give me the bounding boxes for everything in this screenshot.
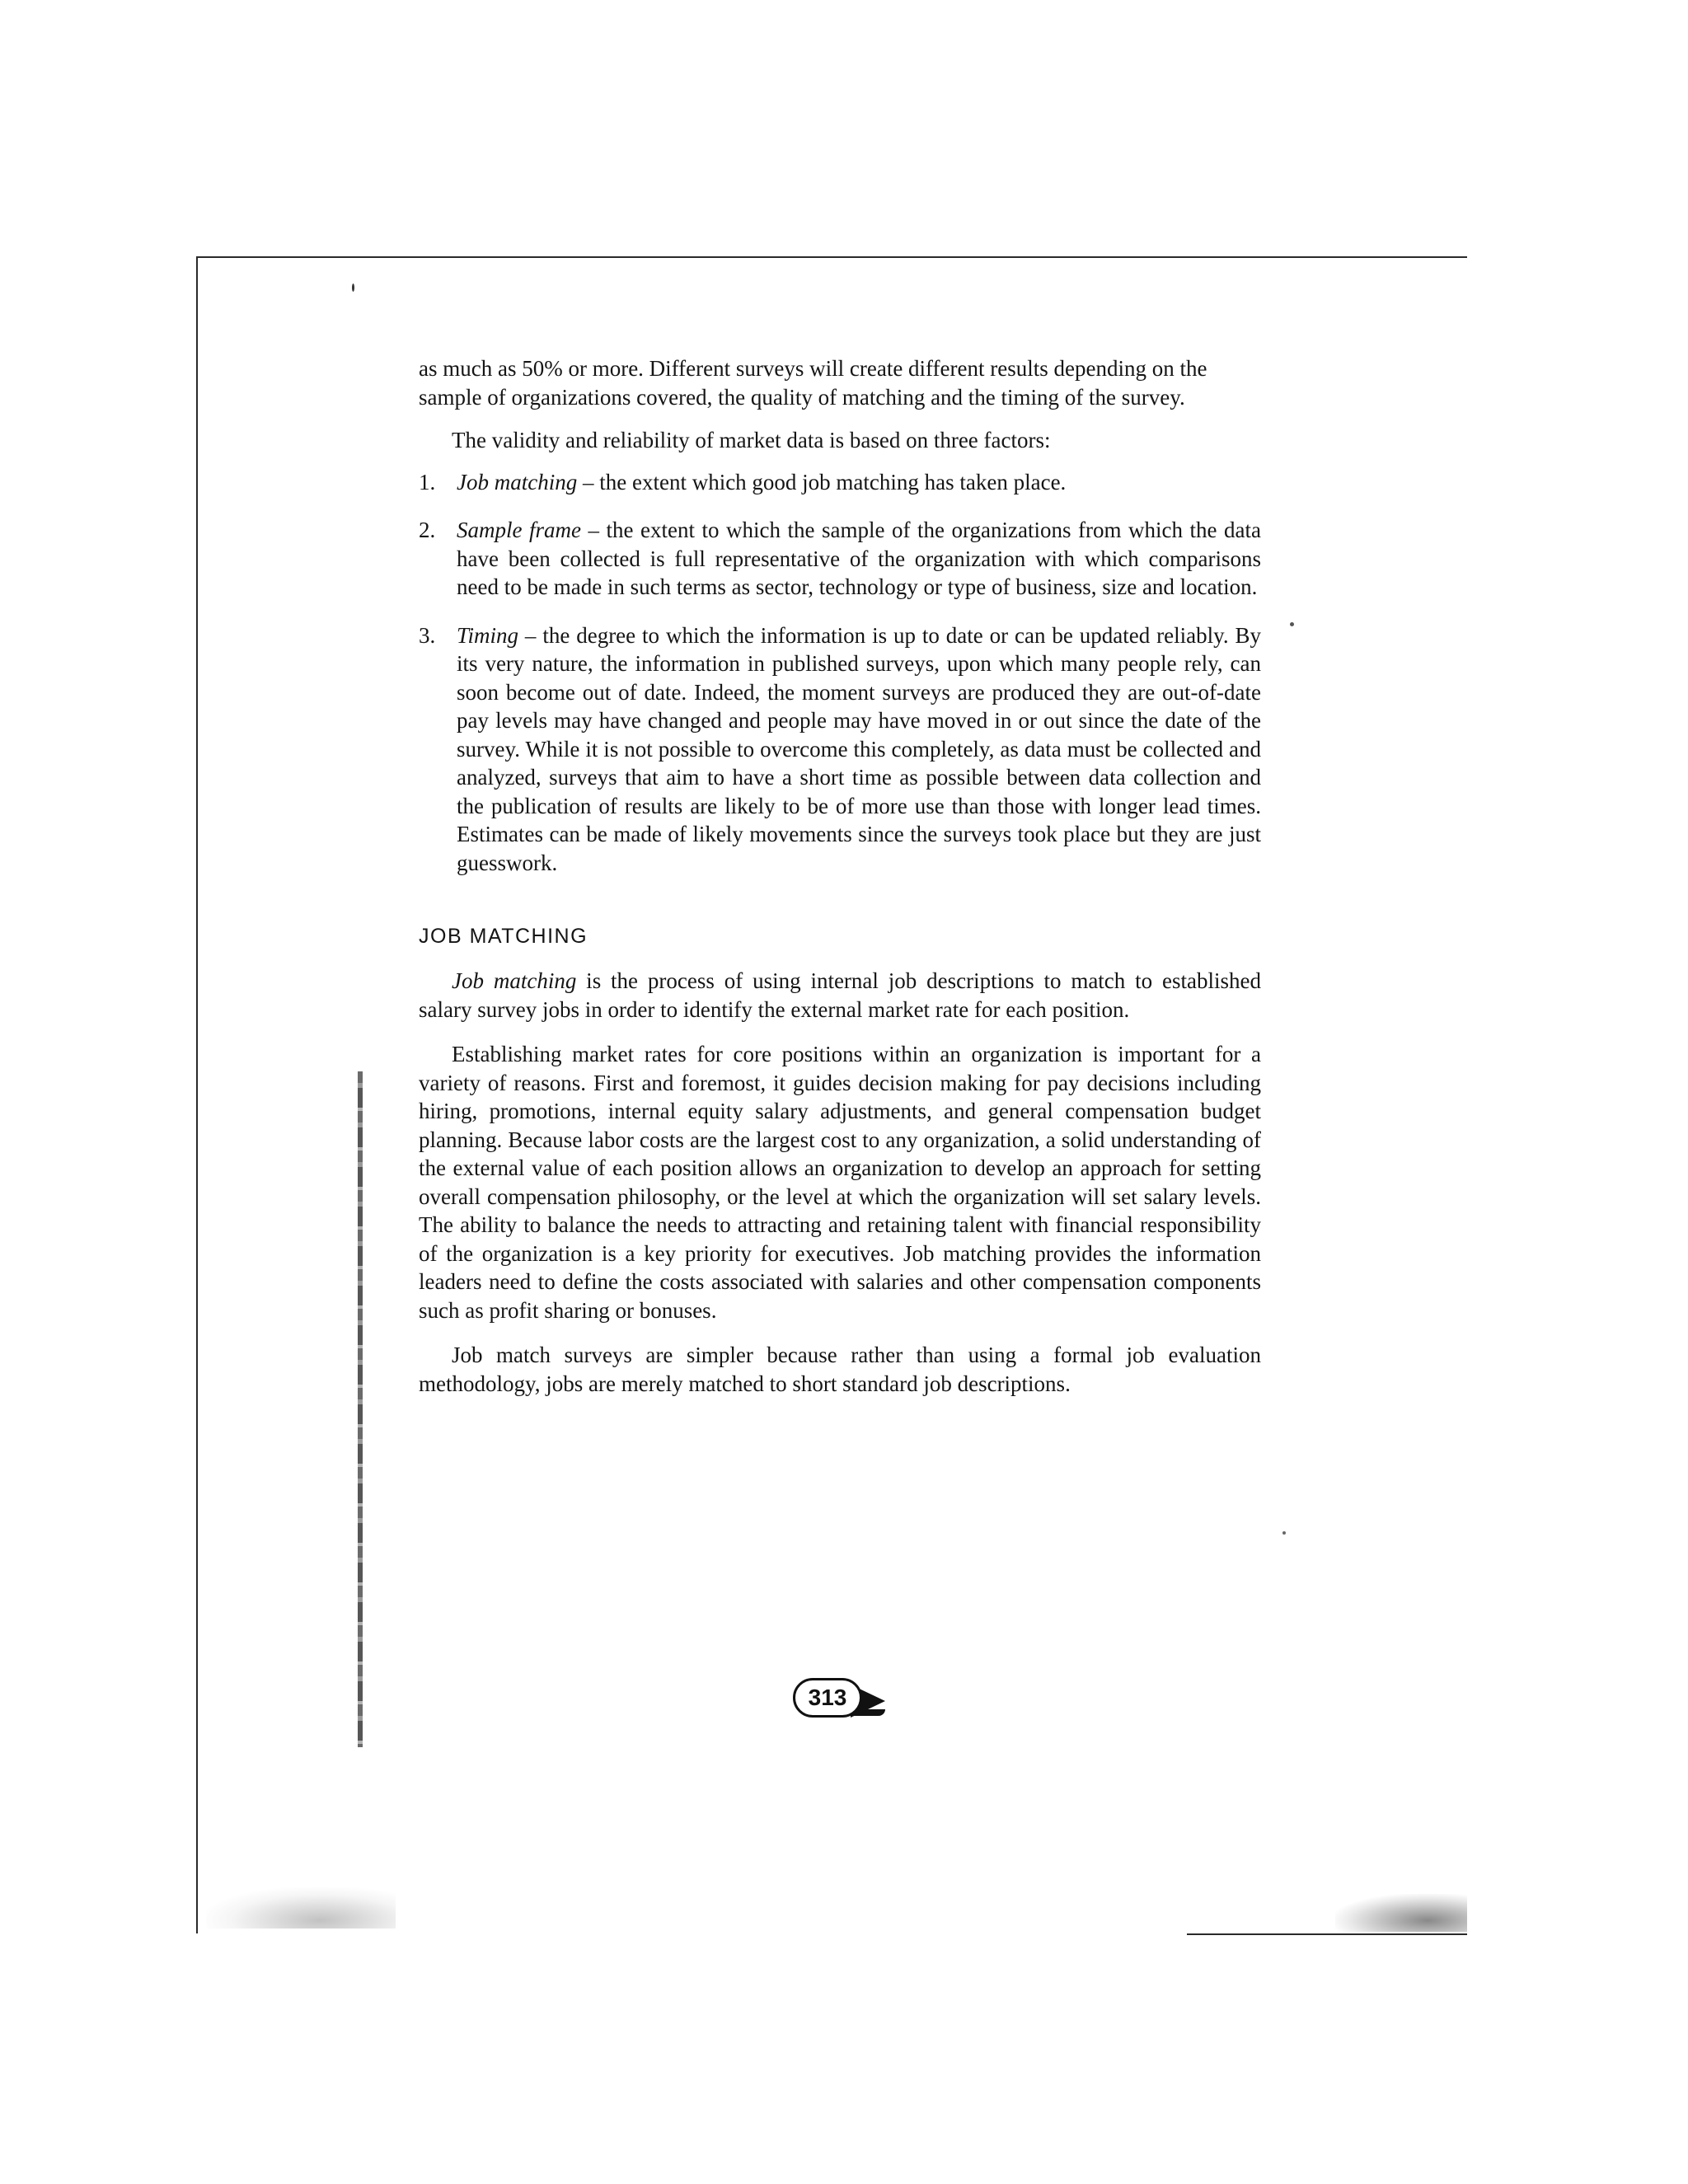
document-body bbox=[419, 354, 1261, 1414]
scan-speck bbox=[1290, 622, 1294, 626]
list-term: Job matching bbox=[457, 469, 578, 494]
scan-smudge-left bbox=[206, 1887, 396, 1929]
section-heading: JOB MATCHING bbox=[419, 925, 588, 948]
list-number: 1. bbox=[419, 469, 436, 494]
page-frame-bottom bbox=[1187, 1933, 1467, 1935]
list-item bbox=[419, 516, 1261, 602]
list-item bbox=[419, 468, 1261, 497]
page-frame-left bbox=[196, 256, 198, 1933]
page-number-badge bbox=[793, 1678, 908, 1718]
scan-speck bbox=[352, 284, 354, 292]
list-item-text bbox=[457, 621, 1261, 878]
list-description: – the degree to which the information is up to date or can be updated reliably. By its very nature, the information in published surveys, upon which many people rely, can soon become out of date. Indeed, the moment surveys are produced they are out-of-date pay levels may have changed and people may have moved in or out since the date of the survey. While it is not possible to overcome this completely, as data must be collected and analyzed, surveys that aim to have a short time as possible between data collection and the publication of results are likely to be of more use than those with longer lead times. Estimates can be made of likely movements since the surveys took place but they are just guesswork. bbox=[457, 622, 1261, 875]
list-description: – the extent which good job matching has taken place. bbox=[577, 469, 1067, 494]
list-term: Sample frame bbox=[457, 518, 581, 542]
section-paragraph-2: Establishing market rates for core positions within an organization is important for a variety of reasons. First and foremost, it guides decision making for pay decisions including hiring, promotions, internal equity salary adjustments, and general compensation budget planning. Because labor costs are the largest cost to any organization, a solid understanding of the external value of each position allows an organization to develop an approach for setting overall compensation philosophy, or the level at which the organization will set salary levels. The ability to balance the needs to attracting and retaining talent with financial responsibility of the organization is a key priority for executives. Job matching provides the information leaders need to define the costs associated with salaries and other compensation components such as profit sharing or bonuses. bbox=[419, 1042, 1261, 1323]
list-number: 2. bbox=[419, 518, 436, 542]
list-item-text bbox=[457, 468, 1261, 497]
section-paragraph-1-text: is the process of using internal job descriptions to match to established salary survey jobs in order to identify the external market rate for each position. bbox=[419, 968, 1261, 1022]
section-paragraph-3: Job match surveys are simpler because rather than using a formal job evaluation methodology, jobs are merely matched to short standard job descriptions. bbox=[419, 1343, 1261, 1396]
page-number: 313 bbox=[793, 1678, 862, 1718]
list-number: 3. bbox=[419, 622, 436, 648]
list-item-text bbox=[457, 516, 1261, 602]
binding-shadow bbox=[358, 1071, 363, 1747]
section-term: Job matching bbox=[452, 968, 577, 993]
page-frame-top bbox=[196, 256, 1467, 258]
intro-paragraph: as much as 50% or more. Different surveys will create different results depending on the sample of organizations covered, the quality of matching and the timing of the survey. bbox=[419, 356, 1207, 410]
list-description: – the extent to which the sample of the organizations from which the data have been collected is full representative of the organization with which comparisons need to be made in such terms as sector, technology or type of business, size and location. bbox=[457, 518, 1261, 599]
list-term: Timing bbox=[457, 622, 519, 648]
scan-speck bbox=[1282, 1531, 1286, 1535]
list-item bbox=[419, 621, 1261, 878]
section-paragraph-1 bbox=[419, 967, 1261, 1024]
factors-list bbox=[419, 468, 1261, 878]
factors-lead: The validity and reliability of market data is based on three factors: bbox=[452, 428, 1051, 452]
scan-smudge-right bbox=[1335, 1894, 1467, 1932]
